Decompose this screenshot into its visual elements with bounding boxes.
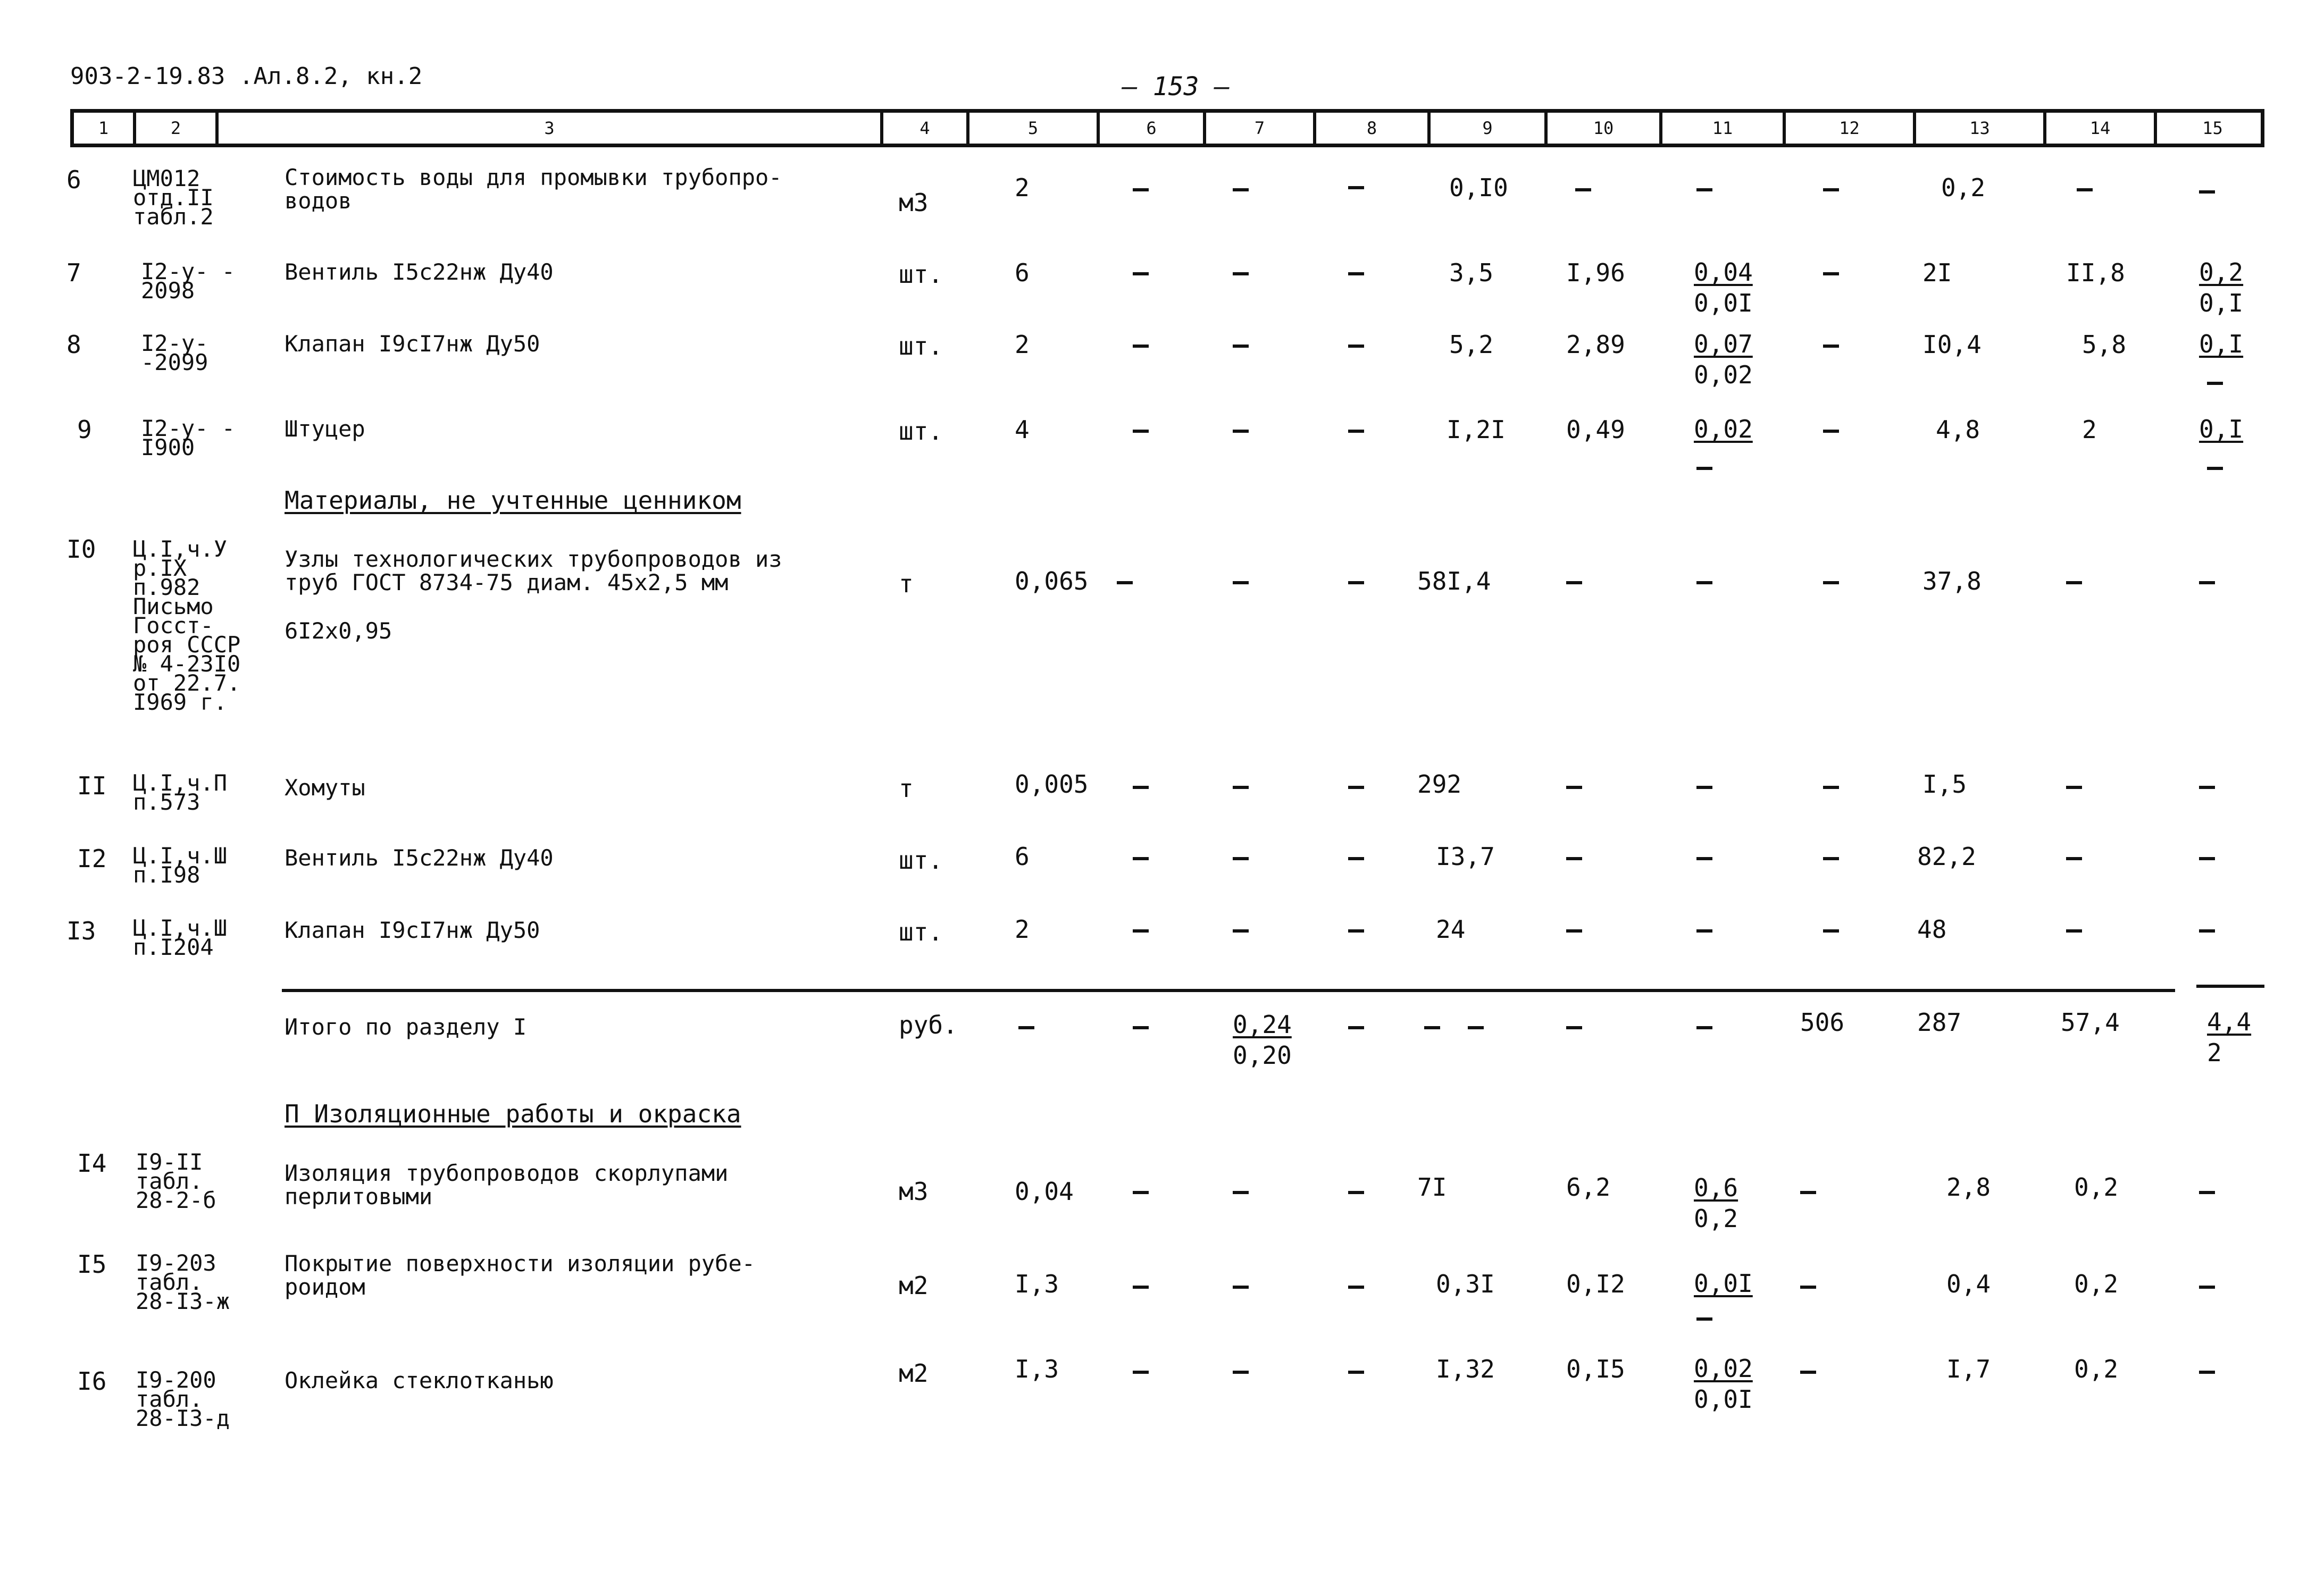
row-14-qty: 0,04 bbox=[1015, 1177, 1074, 1206]
row-13-number: I3 bbox=[66, 917, 96, 945]
row-15-col10: 0,I2 bbox=[1566, 1270, 1625, 1298]
row-16-col9: I,32 bbox=[1436, 1355, 1495, 1383]
row-8-col10: 2,89 bbox=[1566, 330, 1625, 359]
row-15-qty: I,3 bbox=[1015, 1270, 1059, 1298]
total-label: Итого по разделу I bbox=[285, 1014, 527, 1040]
row-16-name: Оклейка стеклотканью bbox=[285, 1367, 554, 1393]
row-10-col13: 37,8 bbox=[1922, 567, 1982, 595]
row-16-number: I6 bbox=[77, 1367, 107, 1396]
row-9-name: Штуцер bbox=[285, 416, 365, 442]
row-13-name: Клапан I9сI7нж Ду50 bbox=[285, 917, 540, 943]
row-12-col9: I3,7 bbox=[1436, 842, 1495, 871]
row-12-col13: 82,2 bbox=[1917, 842, 1976, 871]
row-7-col13: 2I bbox=[1922, 258, 1952, 287]
row-9-col13: 4,8 bbox=[1936, 415, 1980, 444]
col-header-3: 3 bbox=[219, 113, 883, 144]
row-16-col14: 0,2 bbox=[2074, 1355, 2119, 1383]
col-header-11: 11 bbox=[1662, 113, 1786, 144]
row-7-col9: 3,5 bbox=[1449, 258, 1494, 287]
row-15-number: I5 bbox=[77, 1250, 107, 1279]
col-header-2: 2 bbox=[136, 113, 219, 144]
total-separator-line-right bbox=[2196, 985, 2264, 988]
row-16-col13: I,7 bbox=[1946, 1355, 1991, 1383]
row-15-name: Покрытие поверхности изоляции рубе- роидом bbox=[285, 1250, 756, 1300]
row-9-col15: 0,I bbox=[2199, 415, 2244, 443]
row-15-col14: 0,2 bbox=[2074, 1270, 2119, 1298]
row-8-unit: шт. bbox=[899, 332, 943, 360]
col-header-15: 15 bbox=[2202, 118, 2223, 138]
col-header-9: 9 bbox=[1431, 113, 1548, 144]
total-unit: руб. bbox=[899, 1011, 958, 1039]
row-14-name: Изоляция трубопроводов скорлупами перлитовыми bbox=[285, 1160, 729, 1210]
row-10-number: I0 bbox=[66, 535, 96, 564]
row-8-qty: 2 bbox=[1015, 330, 1030, 359]
row-6-qty: 2 bbox=[1015, 173, 1030, 202]
col-header-4: 4 bbox=[883, 113, 969, 144]
row-15-col11: 0,0I bbox=[1694, 1269, 1753, 1298]
row-16-code: I9-200 табл. 28-I3-д bbox=[136, 1367, 230, 1431]
row-9-code: I2-у- -I900 bbox=[141, 415, 236, 460]
row-7-number: 7 bbox=[66, 258, 81, 287]
row-7-col11: $\frac{0,04}{0,0I}$ bbox=[1694, 258, 1753, 317]
row-6-code: ЦМ012 отд.II табл.2 bbox=[133, 165, 214, 230]
row-11-col13: I,5 bbox=[1922, 770, 1967, 799]
row-14-number: I4 bbox=[77, 1149, 107, 1178]
row-9-col9: I,2I bbox=[1447, 415, 1506, 444]
section2-title: П Изоляционные работы и окраска bbox=[285, 1099, 741, 1128]
col-header-1: 1 bbox=[74, 113, 136, 144]
row-8-code: I2-у- -2099 bbox=[141, 330, 208, 375]
row-10-code: Ц.I,ч.У р.IX п.982 Письмо Госст- роя СССР № 4-23I0 от 22.7. I969 г. bbox=[133, 536, 241, 715]
row-13-col13: 48 bbox=[1917, 915, 1947, 944]
row-15-code: I9-203 табл. 28-I3-ж bbox=[136, 1250, 230, 1314]
row-9-col10: 0,49 bbox=[1566, 415, 1625, 444]
total-col15: $\frac{4,4}{2}$ bbox=[2207, 1008, 2252, 1067]
row-6-col9: 0,I0 bbox=[1449, 173, 1508, 202]
row-15-col13: 0,4 bbox=[1946, 1270, 1991, 1298]
row-10-name-extra: 6I2х0,95 bbox=[285, 618, 392, 644]
row-8-col14: 5,8 bbox=[2082, 330, 2127, 359]
row-15-col9: 0,3I bbox=[1436, 1270, 1495, 1298]
row-11-col9: 292 bbox=[1417, 770, 1462, 799]
row-16-col11: $\frac{0,02}{0,0I}$ bbox=[1694, 1354, 1753, 1414]
row-6-name: Стоимость воды для промывки трубопро- водов bbox=[285, 164, 782, 214]
col-header-8: 8 bbox=[1316, 113, 1431, 144]
col-header-10: 10 bbox=[1548, 113, 1662, 144]
row-13-unit: шт. bbox=[899, 918, 943, 946]
row-7-name: Вентиль I5с22нж Ду40 bbox=[285, 259, 554, 285]
total-col7: $\frac{0,24}{0,20}$ bbox=[1233, 1010, 1292, 1070]
row-8-name: Клапан I9сI7нж Ду50 bbox=[285, 331, 540, 357]
document-code: 903-2-19.83 .Ал.8.2, кн.2 bbox=[70, 63, 423, 90]
col-header-13: 13 bbox=[1916, 113, 2046, 144]
row-14-col14: 0,2 bbox=[2074, 1173, 2119, 1202]
row-11-name: Хомуты bbox=[285, 775, 365, 801]
row-10-qty: 0,065 bbox=[1015, 567, 1089, 595]
row-8-col11: $\frac{0,07}{0,02}$ bbox=[1694, 330, 1753, 389]
row-14-col10: 6,2 bbox=[1566, 1173, 1611, 1202]
row-12-code: Ц.I,ч.Ш п.I98 bbox=[133, 843, 228, 888]
row-9-unit: шт. bbox=[899, 417, 943, 446]
total-col14: 57,4 bbox=[2061, 1008, 2120, 1037]
row-12-number: I2 bbox=[77, 844, 107, 873]
row-7-col15: $\frac{0,2}{0,I}$ bbox=[2199, 258, 2244, 317]
row-12-unit: шт. bbox=[899, 846, 943, 875]
row-13-code: Ц.I,ч.Ш п.I204 bbox=[133, 915, 228, 960]
row-14-code: I9-II табл. 28-2-б bbox=[136, 1149, 216, 1213]
total-col13: 287 bbox=[1917, 1008, 1962, 1037]
row-16-qty: I,3 bbox=[1015, 1355, 1059, 1383]
row-12-name: Вентиль I5с22нж Ду40 bbox=[285, 845, 554, 871]
row-7-col10: I,96 bbox=[1566, 258, 1625, 287]
row-14-col9: 7I bbox=[1417, 1173, 1447, 1202]
row-10-col9: 58I,4 bbox=[1417, 567, 1491, 595]
row-7-unit: шт. bbox=[899, 260, 943, 289]
row-14-col13: 2,8 bbox=[1946, 1173, 1991, 1202]
total-col12: 506 bbox=[1800, 1008, 1845, 1037]
row-6-number: 6 bbox=[66, 165, 81, 194]
row-7-code: I2-у- - 2098 bbox=[141, 258, 236, 304]
row-11-number: II bbox=[77, 771, 107, 800]
row-11-unit: т bbox=[899, 774, 914, 803]
row-8-col13: I0,4 bbox=[1922, 330, 1982, 359]
row-11-qty: 0,005 bbox=[1015, 770, 1089, 799]
row-12-qty: 6 bbox=[1015, 842, 1030, 871]
row-10-unit: т bbox=[899, 569, 914, 598]
row-13-col9: 24 bbox=[1436, 915, 1466, 944]
total-separator-line bbox=[282, 989, 2175, 992]
row-14-unit: м3 bbox=[899, 1177, 929, 1206]
row-15-unit: м2 bbox=[899, 1271, 929, 1300]
row-7-col14: II,8 bbox=[2066, 258, 2125, 287]
row-6-col13: 0,2 bbox=[1941, 173, 1986, 202]
row-9-qty: 4 bbox=[1015, 415, 1030, 444]
col-header-5: 5 bbox=[969, 113, 1100, 144]
row-8-col9: 5,2 bbox=[1449, 330, 1494, 359]
col-header-14: 14 bbox=[2046, 113, 2157, 144]
row-8-col15: 0,I bbox=[2199, 330, 2244, 358]
col-header-6: 6 bbox=[1100, 113, 1206, 144]
table-header bbox=[70, 109, 2264, 147]
row-11-code: Ц.I,ч.П п.573 bbox=[133, 770, 228, 815]
col-header-12: 12 bbox=[1786, 113, 1916, 144]
row-14-col11: $\frac{0,6}{0,2}$ bbox=[1694, 1173, 1738, 1233]
row-6-unit: м3 bbox=[899, 188, 929, 217]
row-16-unit: м2 bbox=[899, 1359, 929, 1388]
page-number: — 153 — bbox=[1122, 72, 1230, 102]
col-header-7: 7 bbox=[1206, 113, 1316, 144]
row-9-col14: 2 bbox=[2082, 415, 2097, 444]
row-7-qty: 6 bbox=[1015, 258, 1030, 287]
row-16-col10: 0,I5 bbox=[1566, 1355, 1625, 1383]
row-8-number: 8 bbox=[66, 330, 81, 359]
row-9-number: 9 bbox=[77, 415, 92, 444]
row-10-name: Узлы технологических трубопроводов из труб ГОСТ 8734-75 диам. 45х2,5 мм bbox=[285, 546, 782, 595]
materials-section-title: Материалы, не учтенные ценником bbox=[285, 486, 741, 515]
row-13-qty: 2 bbox=[1015, 915, 1030, 944]
row-9-col11: 0,02 bbox=[1694, 415, 1753, 443]
